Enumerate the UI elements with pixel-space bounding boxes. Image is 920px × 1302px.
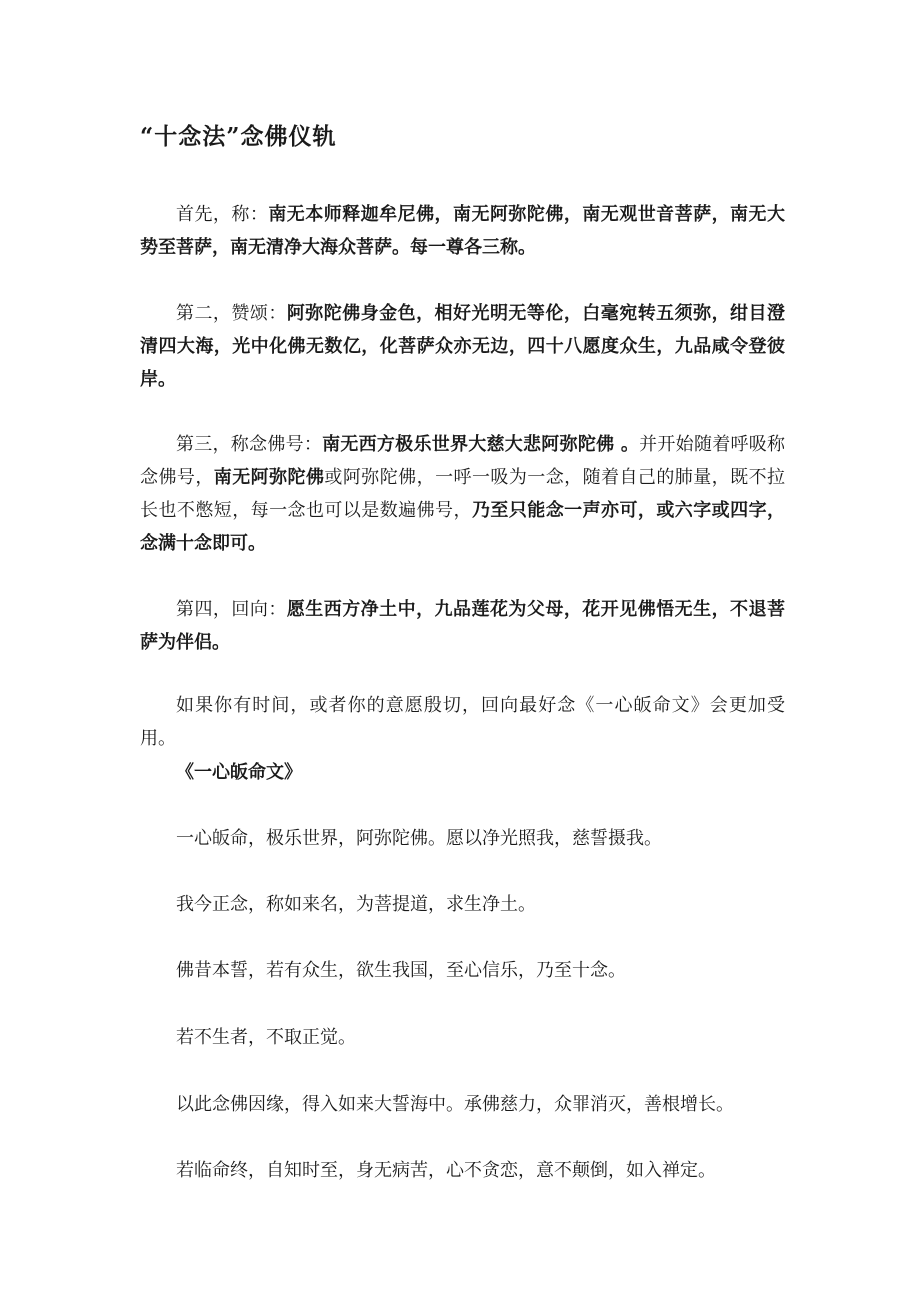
verse-title: 《一心皈命文》 [176, 762, 302, 783]
verse-line-4: 若不生者，不取正觉。 [176, 1027, 356, 1048]
verse-line-1: 一心皈命，极乐世界，阿弥陀佛。愿以净光照我，慈誓摄我。 [176, 828, 662, 849]
paragraph-lead: 首先，称： [176, 204, 269, 225]
paragraph-text: 或阿弥陀佛，一呼一吸为一念，随着自己的肺量，既不拉长也不憋短，每一念也可以是数遍佛号， [140, 467, 786, 521]
paragraph-second [140, 297, 785, 396]
paragraph-fifth: 如果你有时间，或者你的意愿殷切，回向最好念《一心皈命文》会更加受用。 [140, 695, 785, 749]
paragraph-lead: 第二，赞颂： [176, 303, 287, 324]
paragraph-text: 并开始随着呼吸称念佛号， [140, 434, 786, 488]
paragraph-bold-text: 南无西方极乐世界大慈大悲阿弥陀佛 。 [322, 434, 640, 455]
verse-line-3: 佛昔本誓，若有众生，欲生我国，至心信乐，乃至十念。 [176, 960, 626, 981]
paragraph-lead: 第三，称念佛号： [176, 434, 323, 455]
paragraph-first [140, 198, 785, 264]
paragraph-bold-text: 乃至只能念一声亦可，或六字或四字，念满十念即可。 [140, 500, 786, 554]
paragraph-lead: 第四，回向： [176, 599, 287, 620]
verse-line-2: 我今正念，称如来名，为菩提道，求生净土。 [176, 894, 536, 915]
verse-line-6: 若临命终，自知时至，身无病苦，心不贪恋，意不颠倒，如入禅定。 [176, 1160, 716, 1181]
page-title: “十念法”念佛仪轨 [140, 123, 337, 150]
paragraph-bold-text: 南无本师释迦牟尼佛，南无阿弥陀佛，南无观世音菩萨，南无大势至菩萨，南无清净大海众菩萨。每一尊各三称。 [140, 204, 785, 258]
verse-line-5: 以此念佛因缘，得入如来大誓海中。承佛慈力，众罪消灭，善根增长。 [176, 1094, 734, 1115]
paragraph-bold-text: 阿弥陀佛身金色，相好光明无等伦，白毫宛转五须弥，绀目澄清四大海，光中化佛无数亿，化菩萨众亦无边，四十八愿度众生，九品咸令登彼岸。 [140, 303, 785, 390]
paragraph-third [140, 428, 785, 560]
paragraph-bold-text: 愿生西方净土中，九品莲花为父母，花开见佛悟无生，不退菩萨为伴侣。 [140, 599, 785, 653]
paragraph-fourth [140, 593, 785, 659]
paragraph-bold-text: 南无阿弥陀佛 [213, 467, 325, 488]
